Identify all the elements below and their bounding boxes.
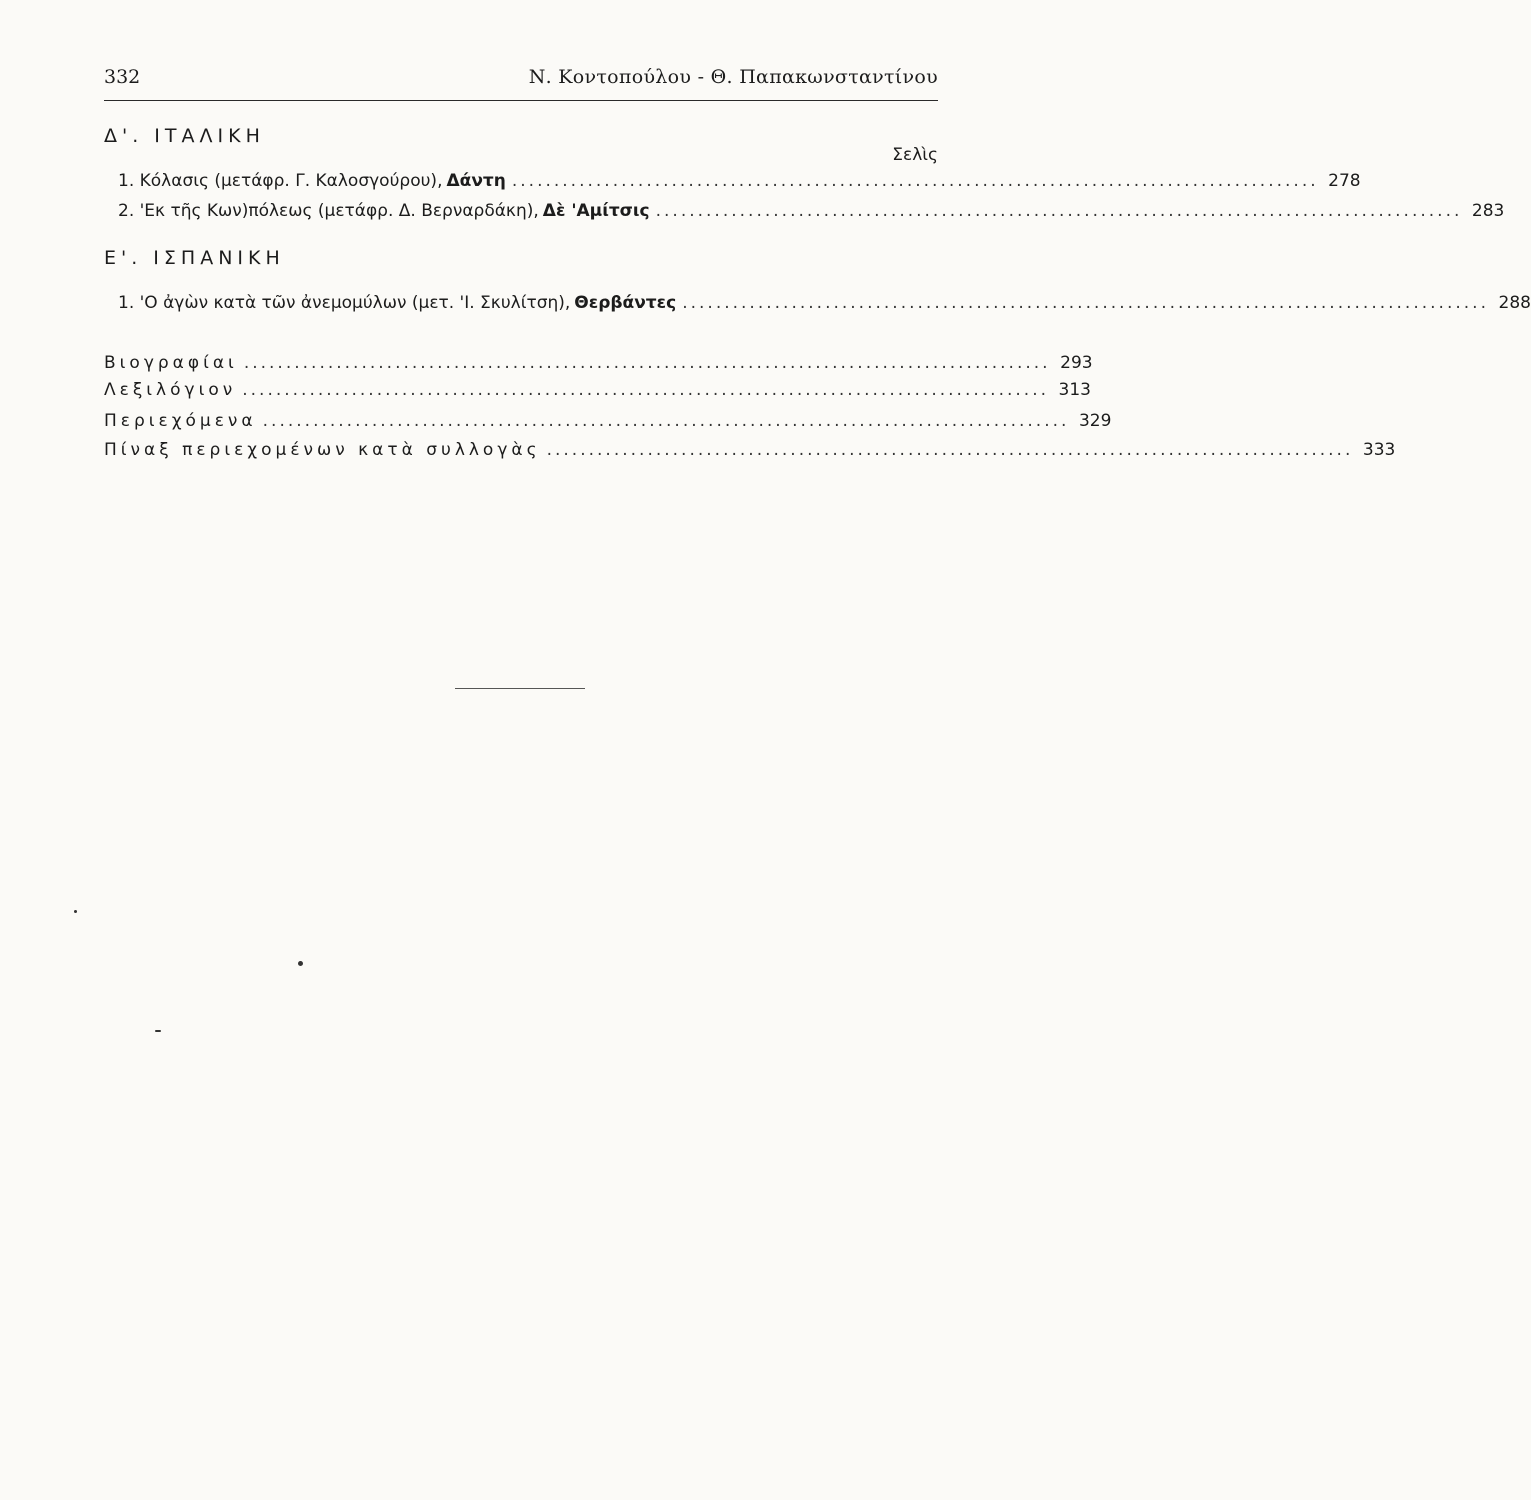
entry-author: Δὲ 'Αμίτσις — [542, 201, 650, 221]
ink-speck — [155, 1030, 161, 1032]
dot-leader: ................................................................................................ — [242, 380, 1049, 400]
dot-leader: ................................................................................................ — [243, 353, 1051, 373]
entry-author: Θερβάντες — [574, 293, 677, 313]
dot-leader: ................................................................................................ — [262, 411, 1070, 431]
page-number: 332 — [104, 66, 141, 88]
entry-title: 2. 'Εκ τῆς Κων)πόλεως (μετάφρ. Δ. Βερναρδάκη), — [118, 201, 539, 221]
entry-page: 278 — [1328, 171, 1361, 191]
divider-rule — [455, 688, 585, 689]
entry-title: Περιεχόμενα — [104, 411, 257, 431]
dot-leader: ................................................................................................ — [682, 293, 1489, 313]
toc-entry[interactable] — [118, 293, 1531, 319]
entry-page: 288 — [1498, 293, 1531, 313]
running-title: Ν. Κοντοπούλου - Θ. Παπακωνσταντίνου — [528, 66, 938, 88]
entry-page: 283 — [1471, 201, 1505, 221]
dot-leader: ................................................................................................ — [655, 201, 1463, 221]
entry-title: Πίναξ περιεχομένων κατὰ συλλογὰς — [104, 440, 541, 460]
toc-entry[interactable] — [118, 201, 1505, 227]
entry-title: Βιογραφίαι — [104, 353, 238, 373]
entry-page: 313 — [1058, 380, 1091, 400]
toc-entry-contents[interactable] — [104, 411, 1112, 437]
toc-entry[interactable] — [118, 171, 1361, 197]
dot-leader: ................................................................................................ — [511, 171, 1319, 191]
section-heading-spanish: Ε'. ΙΣΠΑΝΙΚΗ — [104, 247, 285, 269]
toc-entry-glossary[interactable] — [104, 380, 1091, 406]
entry-page: 329 — [1078, 411, 1112, 431]
entry-title: 1. 'Ο ἀγὼν κατὰ τῶν ἀνεμομύλων (μετ. 'Ι. Σκυλίτση), — [118, 293, 571, 313]
entry-title: Λεξιλόγιον — [104, 380, 237, 400]
page-header — [104, 64, 938, 101]
page-column-label: Σελὶς — [892, 145, 938, 165]
entry-page: 293 — [1060, 353, 1093, 373]
ink-speck — [298, 961, 303, 966]
ink-speck — [74, 910, 77, 913]
entry-title: 1. Κόλασις (μετάφρ. Γ. Καλοσγούρου), — [118, 171, 443, 191]
entry-page: 333 — [1362, 440, 1396, 460]
toc-entry-index-by-collection[interactable] — [104, 440, 1396, 466]
section-heading-italian: Δ'. ΙΤΑΛΙΚΗ — [104, 125, 265, 147]
dot-leader: ................................................................................................ — [546, 440, 1354, 460]
entry-author: Δάντη — [446, 171, 506, 191]
toc-entry-biographies[interactable] — [104, 353, 1093, 379]
